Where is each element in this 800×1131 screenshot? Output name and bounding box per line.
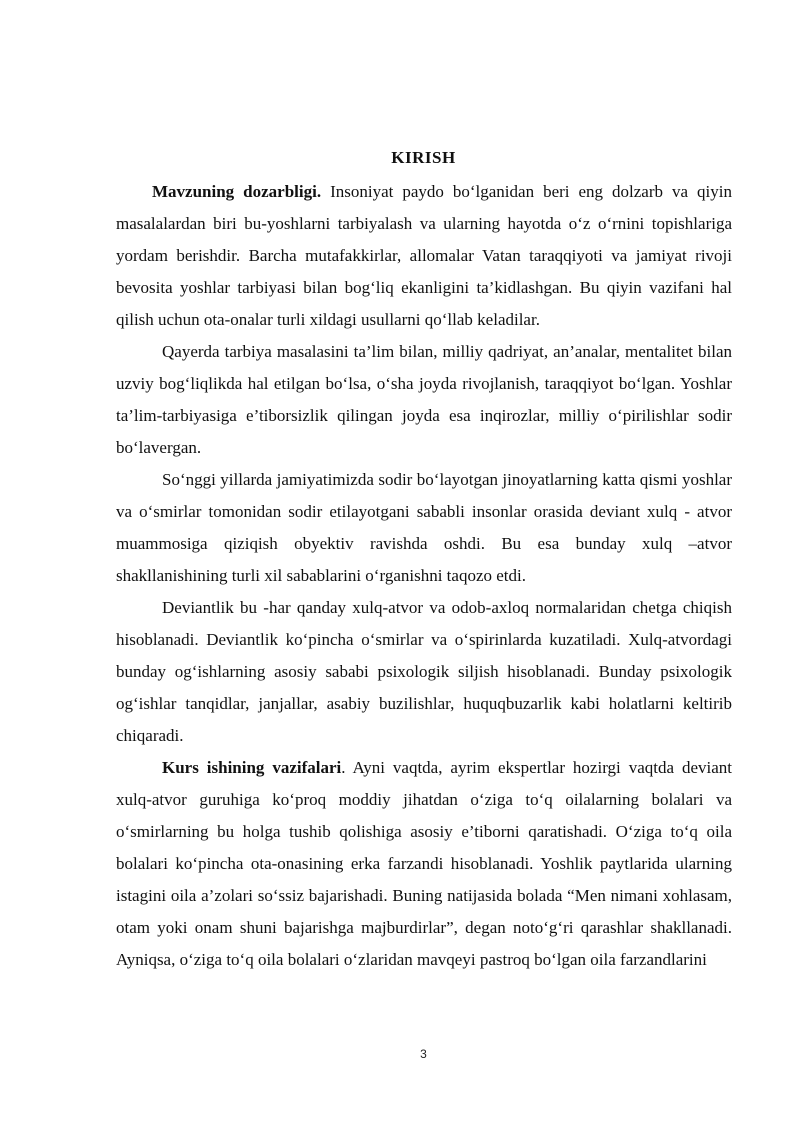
document-body bbox=[116, 176, 732, 976]
paragraph-text: Qayerda tarbiya masalasini ta’lim bilan, milliy qadriyat, an’analar, mentalitet bilan uzviy bog‘liqlikda hal etilgan bo‘lsa, o‘sha joyda rivojlanish, taraqqiyot bo‘lgan. Yoshlar ta’lim-tarbiyasiga e’tiborsizlik qilingan joyda esa inqirozlar, milliy o‘pirilishlar sodir bo‘lavergan. bbox=[116, 342, 732, 457]
paragraph-text: Insoniyat paydo bo‘lganidan beri eng dolzarb va qiyin masalalardan biri bu-yoshlarni tarbiyalash va ularning hayotda o‘z o‘rnini topishlariga yordam berishdir. Barcha mutafakkirlar, allomalar Vatan taraqqiyoti va jamiyat rivoji bevosita yoshlar tarbiyasi bilan bog‘liq ekanligini ta’kidlashgan. Bu qiyin vazifani hal qilish uchun ota-onalar turli xildagi usullarni qo‘llab keladilar. bbox=[116, 182, 732, 329]
paragraph-tasks bbox=[116, 752, 732, 976]
paragraph bbox=[116, 336, 732, 464]
paragraph-relevance bbox=[116, 176, 732, 336]
page-title: KIRISH bbox=[391, 148, 456, 167]
paragraph bbox=[116, 464, 732, 592]
paragraph-text: Deviantlik bu -har qanday xulq-atvor va odob-axloq normalaridan chetga chiqish hisoblanadi. Deviantlik ko‘pincha o‘smirlar va o‘spirinlarda kuzatiladi. Xulq-atvordagi bunday og‘ishlarning asosiy sababi psixologik siljish hisoblanadi. Bunday psixologik og‘ishlar tanqidlar, janjallar, asabiy buzilishlar, huquqbuzarlik kabi holatlarni keltirib chiqaradi. bbox=[116, 598, 732, 745]
paragraph-lead: Kurs ishining vazifalari bbox=[162, 758, 342, 777]
page-number: 3 bbox=[420, 1047, 427, 1061]
paragraph-text: So‘nggi yillarda jamiyatimizda sodir bo‘layotgan jinoyatlarning katta qismi yoshlar va o‘smirlar tomonidan sodir etilayotgani sababli insonlar orasida deviant xulq - atvor muammosiga qiziqish obyektiv ravishda oshdi. Bu esa bunday xulq –atvor shakllanishining turli xil sabablarini o‘rganishni taqozo etdi. bbox=[116, 470, 732, 585]
paragraph-lead: Mavzuning dozarbligi. bbox=[152, 182, 322, 201]
paragraph bbox=[116, 592, 732, 752]
paragraph-text: . Ayni vaqtda, ayrim ekspertlar hozirgi vaqtda deviant xulq-atvor guruhiga ko‘proq moddiy jihatdan o‘ziga to‘q oilalarning bolalari va o‘smirlarning bu holga tushib qolishiga asosiy e’tiborni qaratishadi. O‘ziga to‘q oila bolalari ko‘pincha ota-onasining erka farzandi hisoblanadi. Yoshlik paytlarida ularning istagini oila a’zolari so‘ssiz bajarishadi. Buning natijasida bolada “Men nimani xohlasam, otam yoki onam shuni bajarishga majburdirlar”, degan noto‘g‘ri qarashlar shakllanadi. Ayniqsa, o‘ziga to‘q oila bolalari o‘zlaridan mavqeyi pastroq bo‘lgan oila farzandlarini bbox=[116, 758, 732, 969]
